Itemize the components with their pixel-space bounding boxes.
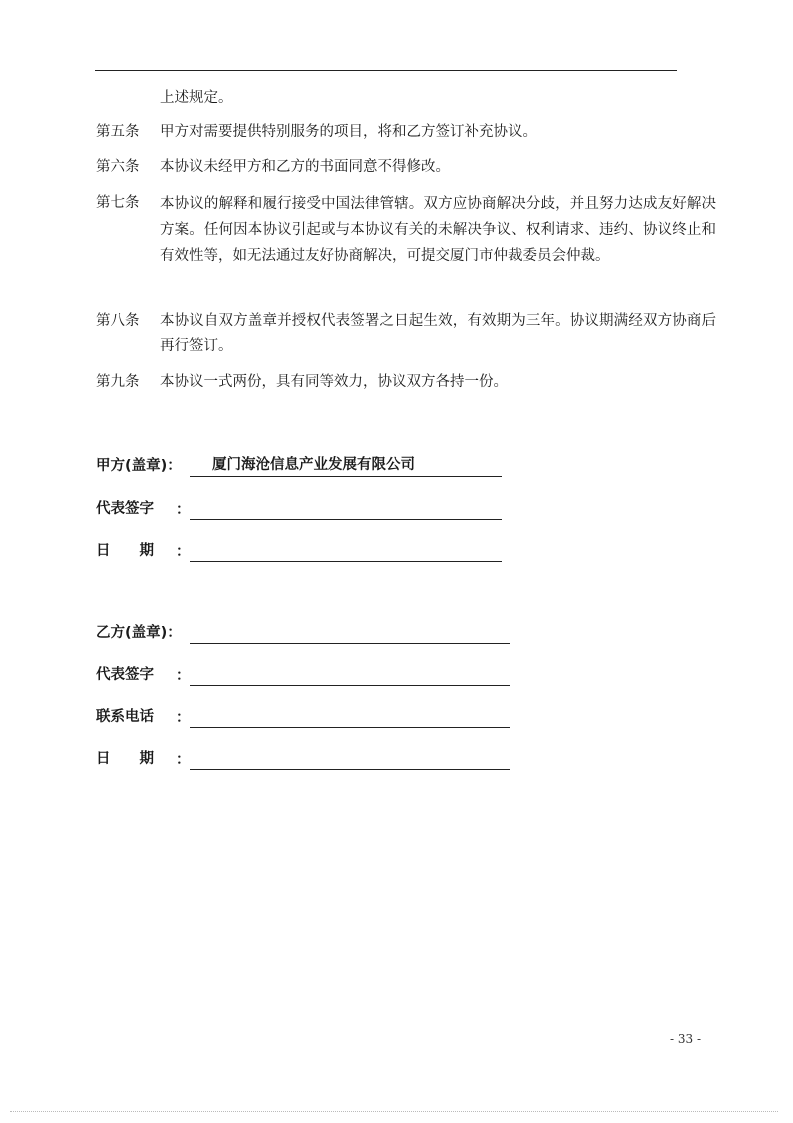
party-a-stamp-row	[96, 455, 516, 479]
party-a-date-row	[96, 540, 516, 564]
clause-5	[96, 120, 716, 145]
party-b-date-line[interactable]	[190, 768, 510, 770]
colon: ：	[176, 502, 191, 518]
party-a-rep-label: 代表签字	[96, 501, 154, 517]
clause-9	[96, 370, 716, 395]
party-b-phone-row	[96, 706, 526, 730]
party-a-date-line[interactable]	[190, 560, 502, 562]
party-b-stamp-line[interactable]	[190, 642, 510, 644]
colon: ：	[176, 668, 191, 684]
clause-number: 第八条	[96, 313, 140, 329]
clause-text: 本协议未经甲方和乙方的书面同意不得修改。	[160, 159, 450, 175]
clause-text: 本协议自双方盖章并授权代表签署之日起生效，有效期为三年。协议期满经双方协商后再行签订。	[160, 313, 716, 354]
party-b-rep-row	[96, 664, 526, 688]
party-b-date-row	[96, 748, 526, 772]
party-a-label: 甲方(盖章)：	[96, 458, 182, 474]
continuation-text: 上述规定。	[160, 90, 233, 106]
clause-number: 第九条	[96, 374, 140, 390]
party-b-label: 乙方(盖章)：	[96, 625, 182, 641]
party-a-rep-row	[96, 498, 516, 522]
clause-6	[96, 155, 716, 180]
party-a-company: 厦门海沧信息产业发展有限公司	[212, 457, 415, 473]
bottom-edge-rule	[10, 1111, 778, 1112]
party-b-rep-label: 代表签字	[96, 667, 154, 683]
party-b-stamp-row	[96, 622, 526, 646]
colon: ：	[176, 544, 191, 560]
party-b-phone-line[interactable]	[190, 726, 510, 728]
clause-text: 甲方对需要提供特别服务的项目，将和乙方签订补充协议。	[160, 124, 537, 140]
page-number: - 33 -	[670, 1032, 702, 1046]
clause-number: 第六条	[96, 159, 140, 175]
party-b-phone-label: 联系电话	[96, 709, 154, 725]
colon: ：	[176, 710, 191, 726]
clause-number: 第七条	[96, 195, 140, 211]
party-a-rep-signature-line[interactable]	[190, 518, 502, 520]
clause-text: 本协议一式两份，具有同等效力，协议双方各持一份。	[160, 374, 508, 390]
clause-8	[96, 309, 716, 359]
colon: ：	[176, 752, 191, 768]
header-rule	[95, 70, 677, 71]
clause-text: 本协议的解释和履行接受中国法律管辖。双方应协商解决分歧，并且努力达成友好解决方案。任何因本协议引起或与本协议有关的未解决争议、权利请求、违约、协议终止和有效性等，如无法通过友好协商解决，可提交厦门市仲裁委员会仲裁。	[160, 196, 716, 264]
clause-number: 第五条	[96, 124, 140, 140]
party-b-rep-signature-line[interactable]	[190, 684, 510, 686]
party-a-date-label: 日 期	[96, 543, 154, 559]
party-a-stamp-line[interactable]	[190, 475, 502, 477]
party-b-date-label: 日 期	[96, 751, 154, 767]
clause-7	[96, 191, 716, 269]
